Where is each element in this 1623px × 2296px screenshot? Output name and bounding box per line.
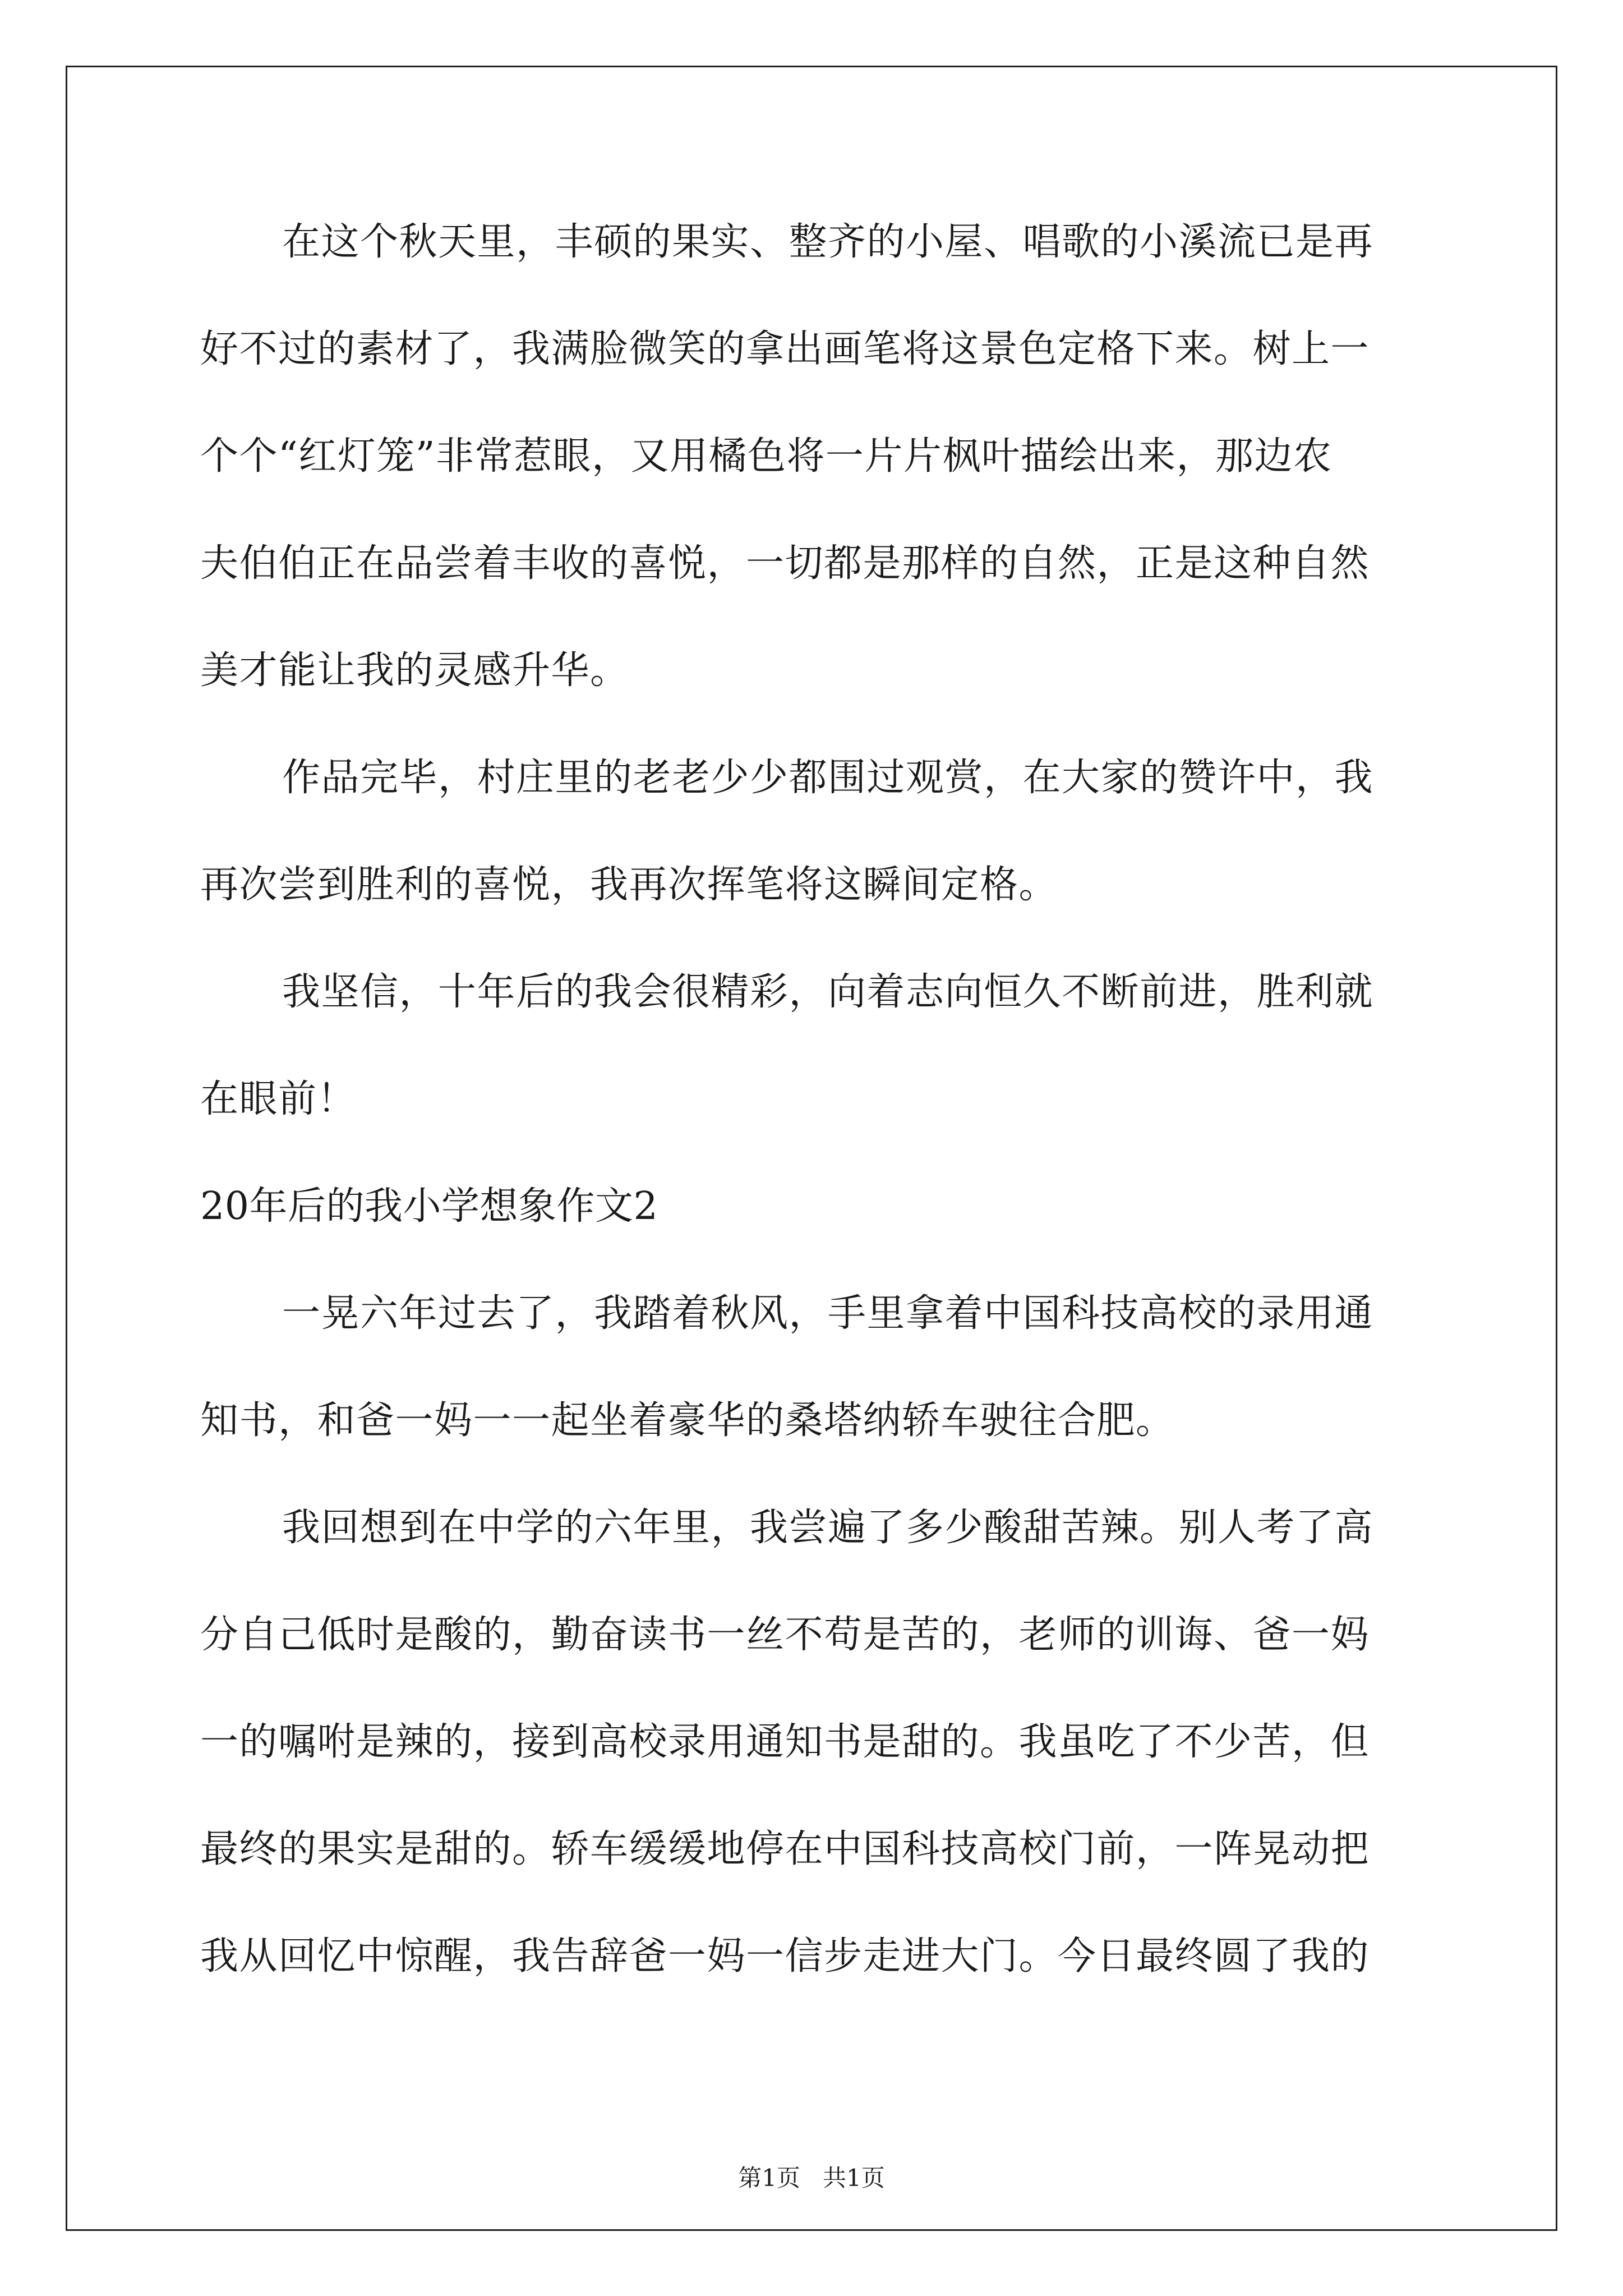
text-line: 最终的果实是甜的。轿车缓缓地停在中国科技高校门前，一阵晃动把 <box>200 1827 1370 1871</box>
text-line: 我坚信，十年后的我会很精彩，向着志向恒久不断前进，胜利就 <box>282 970 1374 1014</box>
text-line: 一晃六年过去了，我踏着秋风，手里拿着中国科技高校的录用通 <box>282 1291 1374 1336</box>
text-line: 在这个秋天里，丰硕的果实、整齐的小屋、唱歌的小溪流已是再 <box>282 220 1374 264</box>
page-footer: 第1页 共1页 <box>738 2164 885 2192</box>
text-line: 一的嘱咐是辣的，接到高校录用通知书是甜的。我虽吃了不少苦，但 <box>200 1720 1370 1764</box>
text-line: 知书，和爸一妈一一起坐着豪华的桑塔纳轿车驶往合肥。 <box>200 1398 1175 1443</box>
text-line: 夫伯伯正在品尝着丰收的喜悦，一切都是那样的自然，正是这种自然 <box>200 541 1370 586</box>
text-line: 美才能让我的灵感升华。 <box>200 648 629 693</box>
section-title: 20年后的我小学想象作文2 <box>200 1184 658 1228</box>
text-line: 个个“红灯笼”非常惹眼，又用橘色将一片片枫叶描绘出来，那边农 <box>200 434 1332 478</box>
text-line: 我从回忆中惊醒，我告辞爸一妈一信步走进大门。今日最终圆了我的 <box>200 1934 1370 1978</box>
text-line: 作品完毕，村庄里的老老少少都围过观赏，在大家的赞许中，我 <box>282 756 1374 800</box>
page-border <box>66 66 1557 2231</box>
text-line: 再次尝到胜利的喜悦，我再次挥笔将这瞬间定格。 <box>200 863 1058 907</box>
text-line: 在眼前！ <box>200 1077 357 1121</box>
text-line: 分自己低时是酸的，勤奋读书一丝不苟是苦的，老师的训诲、爸一妈 <box>200 1613 1370 1657</box>
text-line: 我回想到在中学的六年里，我尝遍了多少酸甜苦辣。别人考了高 <box>282 1506 1374 1550</box>
text-line: 好不过的素材了，我满脸微笑的拿出画笔将这景色定格下来。树上一 <box>200 327 1370 371</box>
